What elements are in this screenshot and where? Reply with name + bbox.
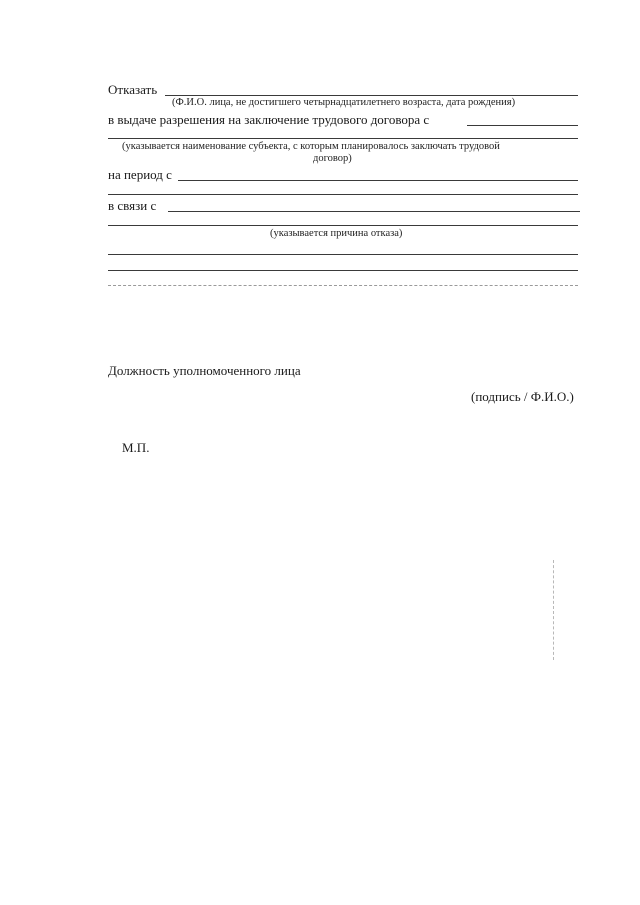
refuse-name-line	[165, 95, 578, 96]
signature-hint: (подпись / Ф.И.О.)	[471, 389, 574, 404]
reason-hint: (указывается причина отказа)	[270, 228, 403, 239]
reason-line	[168, 211, 580, 212]
employer-line-full	[108, 138, 578, 139]
reason-label: в связи с	[108, 198, 157, 213]
scan-artifact	[553, 560, 554, 660]
stamp-label: М.П.	[122, 440, 150, 455]
period-line	[178, 180, 578, 181]
period-line-2	[108, 194, 578, 195]
subject-hint-line1: (указывается наименование субъекта, с которым планировалось заключать трудовой	[122, 141, 500, 152]
period-label: на период с	[108, 167, 172, 182]
position-label: Должность уполномоченного лица	[108, 363, 301, 378]
employer-line	[467, 125, 578, 126]
reason-line-4	[108, 270, 578, 271]
reason-line-2	[108, 225, 578, 226]
reason-line-5	[108, 285, 578, 286]
refuse-label: Отказать	[108, 82, 158, 97]
permission-label: в выдаче разрешения на заключение трудового договора с	[108, 112, 430, 127]
subject-hint-line2: договор)	[313, 153, 352, 164]
reason-line-3	[108, 254, 578, 255]
person-hint: (Ф.И.О. лица, не достигшего четырнадцатилетнего возраста, дата рождения)	[172, 97, 516, 108]
